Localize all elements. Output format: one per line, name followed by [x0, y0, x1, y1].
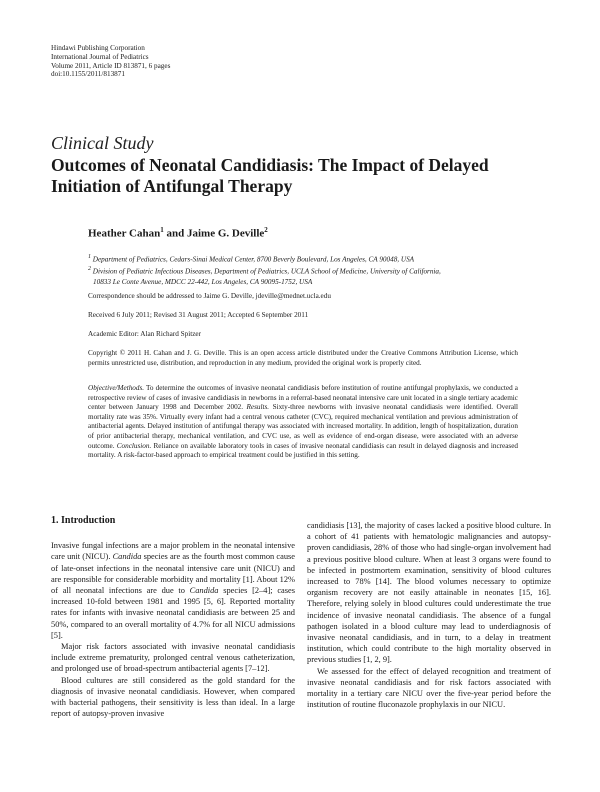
author-1: Heather Cahan: [88, 227, 161, 240]
objective-text: To determine the outcomes of invasive neonatal candidiasis before institution of routine antifungal prophylaxis, we conducted a retrospective review of cases of invasive candidiasis in newborns in a referral-based neonatal intensive care unit located in a single tertiary academic center between January 1998 and December 2002.: [88, 384, 518, 412]
author-2: Jaime G. Deville: [186, 227, 265, 240]
abstract: [88, 384, 518, 461]
author-1-affiliation: 1: [160, 226, 164, 234]
paragraph: Major risk factors associated with invasive neonatal candidiasis include extreme prematurity, prolonged central venous catheterization, and prolonged use of broad-spectrum antibacterial agents [7–12].: [51, 642, 295, 674]
genus-name: Candida: [189, 586, 219, 596]
conclusion-text: Reliance on available laboratory tools in cases of invasive neonatal candidiasis can result in delayed diagnosis and increased mortality. A risk-factor-based approach to empirical treatment could be justified in this setting.: [88, 441, 518, 460]
affiliation-2: [88, 264, 528, 276]
conclusion-label: Conclusion.: [114, 441, 152, 450]
paragraph-text: Invasive fungal infections are a major problem in the neonatal intensive care unit (NICU).: [51, 541, 295, 562]
affiliations: [88, 252, 528, 287]
objective-label: Objective/Methods.: [88, 384, 145, 392]
paragraph: Blood cultures are still considered as the gold standard for the diagnosis of invasive neonatal candidiasis. However, when compared with bacterial pathogens, their sensitivity is less than ideal. In a large report of autopsy-proven invasive: [51, 675, 295, 719]
article-type: Clinical Study: [51, 133, 154, 153]
copyright: Copyright © 2011 H. Cahan and J. G. Deville. This is an open access article distributed under the Creative Commons Attribution License, which permits unrestricted use, distribution, and reproduction in any medium, provided the original work is properly cited.: [88, 349, 518, 367]
paragraph-text: species [2–4]; cases increased 10-fold between 1981 and 1995 [5, 6]. Reported mortality rates for infants with invasive neonatal candidiasis are between 25 and 50%, compared to an overall mortality of 4.7% for all NICU admissions [5].: [51, 586, 295, 640]
author-conjunction: and: [163, 227, 187, 240]
journal-header: [51, 44, 170, 79]
results-text: Sixty-three newborns with invasive neonatal candidiasis were identified. Overall mortality rate was 35%. Virtually every infant had a central venous catheter (CVC), required mechanical ventilation and previous administration of antibacterial agents. Delayed institution of antifungal therapy was associated with increased mortality. In addition, length of hospitalization, duration of prior antibacterial therapy, mechanical ventilation, and CVC use, as well as evidence of end-organ disease, were associated with an adverse outcome.: [88, 403, 519, 450]
academic-editor: Academic Editor: Alan Richard Spitzer: [88, 330, 201, 338]
left-column: [51, 515, 295, 719]
genus-name: Candida: [112, 552, 142, 562]
right-column: [307, 520, 551, 710]
doi: doi:10.1155/2011/813871: [51, 70, 125, 79]
authors: [88, 226, 268, 240]
affiliation-2-address: 10833 Le Conte Avenue, MDCC 22-442, Los Angeles, CA 90095-1752, USA: [93, 277, 313, 286]
author-2-affiliation: 2: [264, 226, 268, 234]
correspondence: Correspondence should be addressed to Jaime G. Deville, jdeville@mednet.ucla.edu: [88, 292, 331, 300]
volume-info: Volume 2011, Article ID 813871, 6 pages: [51, 61, 171, 70]
affiliation-1: [88, 252, 528, 264]
paragraph: [51, 540, 295, 641]
paragraph-text: species are as the fourth most common cause of late-onset infections in the neonatal intensive care unit (NICU) and are responsible for considerable morbidity and mortality [1]. About 12% of all neonatal infections are due to: [51, 552, 295, 596]
article-title: Outcomes of Neonatal Candidiasis: The Impact of Delayed Initiation of Antifungal Therapy: [51, 155, 489, 196]
journal-name: International Journal of Pediatrics: [51, 52, 149, 61]
affiliation-2-text: Division of Pediatric Infectious Diseases, Department of Pediatrics, UCLA School of Medicine, University of California,: [91, 267, 441, 276]
paragraph: candidiasis [13], the majority of cases lacked a positive blood culture. In a cohort of 41 patients with hematologic malignancies and autopsy-proven candidiasis, 28% of those who had single-organ involvement had a previous positive blood culture. When at least 3 organs were found to be infected in postmortem examination, sensitivity of blood cultures increased to 78% [14]. The blood volumes necessary to optimize organism recovery are not easily attainable in neonates [15, 16]. Therefore, relying solely in blood cultures could underestimate the true incidence of invasive neonatal candidiasis. The absence of a fungal pathogen isolated in a blood culture may lead to underdiagnosis of invasive neonatal candidiasis, and in turn, to a delay in treatment institution, which could contribute to the high mortality observed in previous studies [1, 2, 9].: [307, 521, 551, 665]
affiliation-1-text: Department of Pediatrics, Cedars-Sinai Medical Center, 8700 Beverly Boulevard, Los Angeles, CA 90048, USA: [91, 255, 415, 264]
publisher: Hindawi Publishing Corporation: [51, 44, 145, 52]
paragraph: We assessed for the effect of delayed recognition and treatment of invasive neonatal candidiasis and for risk factors associated with mortality in a tertiary care NICU over the five-year period before the institution of routine fluconazole prophylaxis in our NICU.: [307, 666, 551, 710]
affiliation-1-number: 1: [88, 254, 91, 260]
section-heading: 1. Introduction: [51, 515, 116, 526]
received-dates: Received 6 July 2011; Revised 31 August 2011; Accepted 6 September 2011: [88, 311, 309, 319]
results-label: Results.: [243, 403, 270, 412]
affiliation-2-number: 2: [88, 266, 91, 273]
